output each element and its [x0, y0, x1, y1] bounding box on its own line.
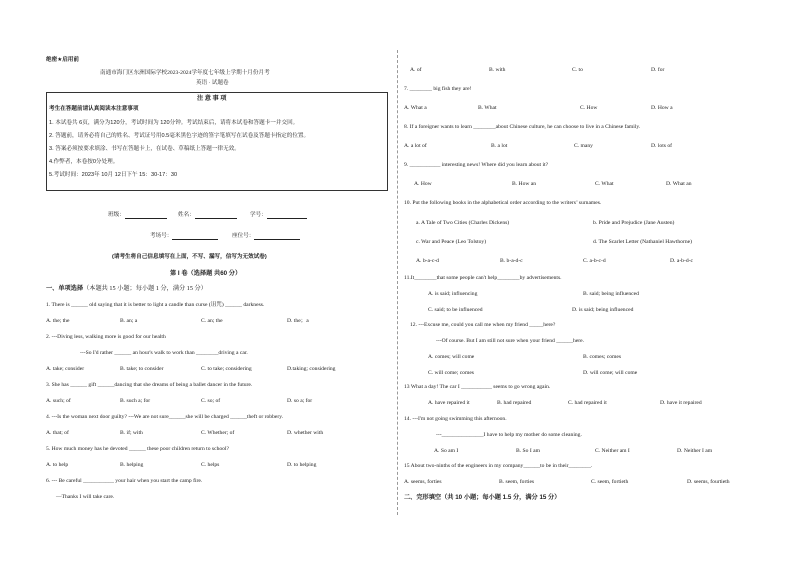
student-id-blank[interactable] — [267, 212, 307, 219]
option-d[interactable]: D. How a — [651, 105, 673, 111]
option-d[interactable]: D. so a; for — [287, 398, 313, 404]
option-c[interactable]: C. What — [595, 181, 614, 187]
option-b[interactable]: B. helping — [120, 462, 144, 468]
option-d[interactable]: D.taking; considering — [287, 366, 336, 372]
part1-title: 第 I 卷（选择题 共60 分） — [170, 270, 242, 277]
option-d[interactable]: D. seems, fourtieth — [687, 479, 730, 485]
option-d[interactable]: D. whether with — [287, 430, 324, 436]
option-b[interactable]: B. had repaired — [497, 400, 532, 406]
secret-label: 绝密★启用前 — [46, 57, 79, 63]
info-warning: (请考生将自己信息填写在上面，不写、漏写，信写为无效试卷) — [112, 254, 267, 260]
option-d[interactable]: D. What an — [666, 181, 692, 187]
section2-title: 二、完形填空（共 10 小题；每小题 1.5 分，满分 15 分） — [404, 494, 561, 501]
section1-title: 一、单项选择 — [46, 285, 84, 292]
option-a[interactable]: A. such; of — [46, 398, 71, 404]
class-field[interactable] — [108, 212, 167, 219]
question-10: 10. Put the following books in the alphabetical order according to the writers’ surnames. — [404, 200, 602, 206]
option-a[interactable]: A. b-a-c-d — [416, 258, 439, 264]
name-label: 姓名： — [178, 212, 195, 218]
option-a[interactable]: A. a lot of — [404, 143, 427, 149]
option-b[interactable]: B. What — [478, 105, 497, 111]
notice-title: 注 意 事 项 — [197, 95, 227, 102]
student-id-label: 学号： — [250, 212, 267, 218]
name-blank[interactable] — [195, 212, 237, 219]
question-6-reply: —Thanks I will take care. — [56, 494, 115, 500]
option-b[interactable]: B. So I am — [516, 448, 540, 454]
option-c[interactable]: C. to — [572, 67, 583, 73]
option-b[interactable]: B. such a; for — [120, 398, 151, 404]
question-15: 15 About two-ninths of the engineers in my company______to be in their________. — [404, 463, 593, 469]
option-d[interactable]: D. for — [651, 67, 665, 73]
column-divider — [397, 50, 398, 515]
notice-item: 3. 答案必须按要求填涂、书写在答题卡上，在试卷、草稿纸上答题一律无效。 — [49, 146, 240, 152]
notice-intro: 考生在答题前请认真阅读本注意事项 — [49, 106, 139, 112]
question-9: 9. ___________ interesting news! Where did you learn about it? — [404, 162, 549, 168]
option-d[interactable]: D. have it repaired — [660, 400, 702, 406]
option-b[interactable]: B. an; a — [120, 318, 138, 324]
option-c[interactable]: C. to take; considering — [201, 366, 252, 372]
option-a[interactable]: A. that; of — [46, 430, 69, 436]
room-label: 考场号： — [150, 233, 173, 239]
question-12-line2: ---Of course. But I am still not sure when your friend ______here. — [436, 338, 585, 344]
option-d[interactable]: D. Neither I am — [677, 448, 713, 454]
seat-label: 座位号： — [232, 233, 255, 239]
notice-item: 4.作弊者，本卷按0分处理。 — [49, 159, 119, 165]
option-d[interactable]: D. lots of — [651, 143, 672, 149]
option-c[interactable]: C. Neither am I — [595, 448, 630, 454]
option-a[interactable]: A. comes; will come — [428, 354, 475, 360]
option-c[interactable]: C. will come; comes — [428, 370, 474, 376]
option-b[interactable]: B. comes; comes — [583, 354, 622, 360]
option-c[interactable]: C. had repaired it — [568, 400, 607, 406]
subject-label: 英语 · 试题卷 — [196, 80, 229, 86]
notice-item: 2. 答题前，请务必将自己的姓名、考试证号用0.5毫米黑色字迹的签字笔填写在试卷及答题卡指定的位置。 — [49, 133, 310, 139]
option-b[interactable]: B. with — [489, 67, 506, 73]
question-2: 2. ---Diving less, walking more is good for our health — [46, 334, 166, 340]
option-c[interactable]: C. Whether; of — [201, 430, 235, 436]
option-b[interactable]: B. a lot — [491, 143, 508, 149]
option-b[interactable]: B. b-a-d-c — [500, 258, 523, 264]
question-13: 13 What a day! The car I ___________ seems to go wrong again. — [404, 384, 551, 390]
question-6: 6. --- Be careful ___________ your hair when you start the camp fire. — [46, 478, 203, 484]
book-option: c. War and Peace (Leo Tolstoy) — [416, 239, 487, 245]
option-b[interactable]: B. said; being influenced — [583, 291, 639, 297]
notice-item: 5.考试时间：2023年 10月 12日下午 15：30-17：30 — [49, 172, 178, 178]
question-7: 7. ________ big fish they are! — [404, 86, 472, 92]
option-d[interactable]: D. a-b-d-c — [670, 258, 693, 264]
question-12: 12. ---Excuse me, could you call me when my friend _____here? — [410, 322, 556, 328]
book-option: b. Pride and Prejudice (Jane Austen) — [593, 220, 675, 226]
option-c[interactable]: C. said; to be influenced — [428, 307, 483, 313]
notice-item: 1. 本试卷共 6页，满分为120分，考试时间为 120分钟。考试结束后，请将本试卷和答题卡一并交回。 — [49, 120, 299, 126]
option-a[interactable]: A. So am I — [434, 448, 459, 454]
option-a[interactable]: A. to help — [46, 462, 69, 468]
room-field[interactable] — [150, 233, 218, 240]
book-option: d. The Scarlet Letter (Nathaniel Hawthorne) — [593, 239, 692, 245]
notice-box — [46, 92, 388, 191]
option-a[interactable]: A. have repaired it — [428, 400, 470, 406]
option-c[interactable]: C. helps — [201, 462, 220, 468]
question-14: 14. ---I'm not going swimming this afternoon. — [404, 416, 507, 422]
option-a[interactable]: A. How — [414, 181, 432, 187]
option-c[interactable]: C. so; of — [201, 398, 221, 404]
option-d[interactable]: D. to helping — [287, 462, 317, 468]
room-blank[interactable] — [172, 233, 218, 240]
option-a[interactable]: A. is said; influencing — [428, 291, 478, 297]
question-2-line2: ---So I'd rather ______ an hour's walk to work than ________driving a car. — [80, 350, 248, 356]
option-a[interactable]: A. the; the — [46, 318, 70, 324]
option-c[interactable]: C. an; the — [201, 318, 223, 324]
option-b[interactable]: B. take; to consider — [120, 366, 164, 372]
student-id-field[interactable] — [250, 212, 307, 219]
option-c[interactable]: C. How — [580, 105, 598, 111]
seat-blank[interactable] — [254, 233, 300, 240]
option-a[interactable]: A. of — [410, 67, 422, 73]
question-1: 1. There is ______ old saying that it is better to light a candle than curse (诅咒) ______ darkness. — [46, 302, 265, 308]
option-a[interactable]: A. take; consider — [46, 366, 85, 372]
option-c[interactable]: C. seem, fortieth — [591, 479, 629, 485]
exam-title: 南通市海门区东洲国际学校2023-2024学年度七年级上学期十月份月考 — [100, 70, 270, 76]
name-field[interactable] — [178, 212, 237, 219]
option-b[interactable]: B. How an — [512, 181, 537, 187]
question-14-line2: ---_______________I have to help my mother do some cleaning. — [436, 432, 582, 438]
book-option: a. A Tale of Two Cities (Charles Dickens) — [416, 220, 510, 226]
class-blank[interactable] — [125, 212, 167, 219]
option-b[interactable]: B. seem, forties — [499, 479, 535, 485]
option-c[interactable]: C. a-b-c-d — [583, 258, 606, 264]
seat-field[interactable] — [232, 233, 300, 240]
class-label: 班级： — [108, 212, 125, 218]
question-11: 11.It________that some people can't help________by advertisements. — [404, 275, 562, 281]
option-a[interactable]: A. seems, forties — [404, 479, 442, 485]
question-8: 8. If a foreigner wants to learn ________about Chinese culture, he can choose to live in a Chinese family. — [404, 124, 641, 130]
section1-desc: （本题共 15 小题；每小题 1 分，满分 15 分） — [83, 285, 207, 292]
question-3: 3. She has ______ gift ______dancing that she dreams of being a ballet dancer in the future. — [46, 382, 253, 388]
option-b[interactable]: B. if; with — [120, 430, 143, 436]
section1-heading — [46, 285, 207, 293]
option-d[interactable]: D. is said; being influenced — [572, 307, 634, 313]
question-5: 5. How much money has he devoted ______ these poor children return to school? — [46, 446, 229, 452]
option-d[interactable]: D. will come; will come — [583, 370, 638, 376]
option-c[interactable]: C. many — [574, 143, 593, 149]
option-a[interactable]: A. What a — [404, 105, 427, 111]
question-4: 4. ---Is the woman next door guilty? ---We are not sure______she will be charged ______theft or robbery. — [46, 414, 284, 420]
option-d[interactable]: D. the；a — [287, 318, 309, 324]
